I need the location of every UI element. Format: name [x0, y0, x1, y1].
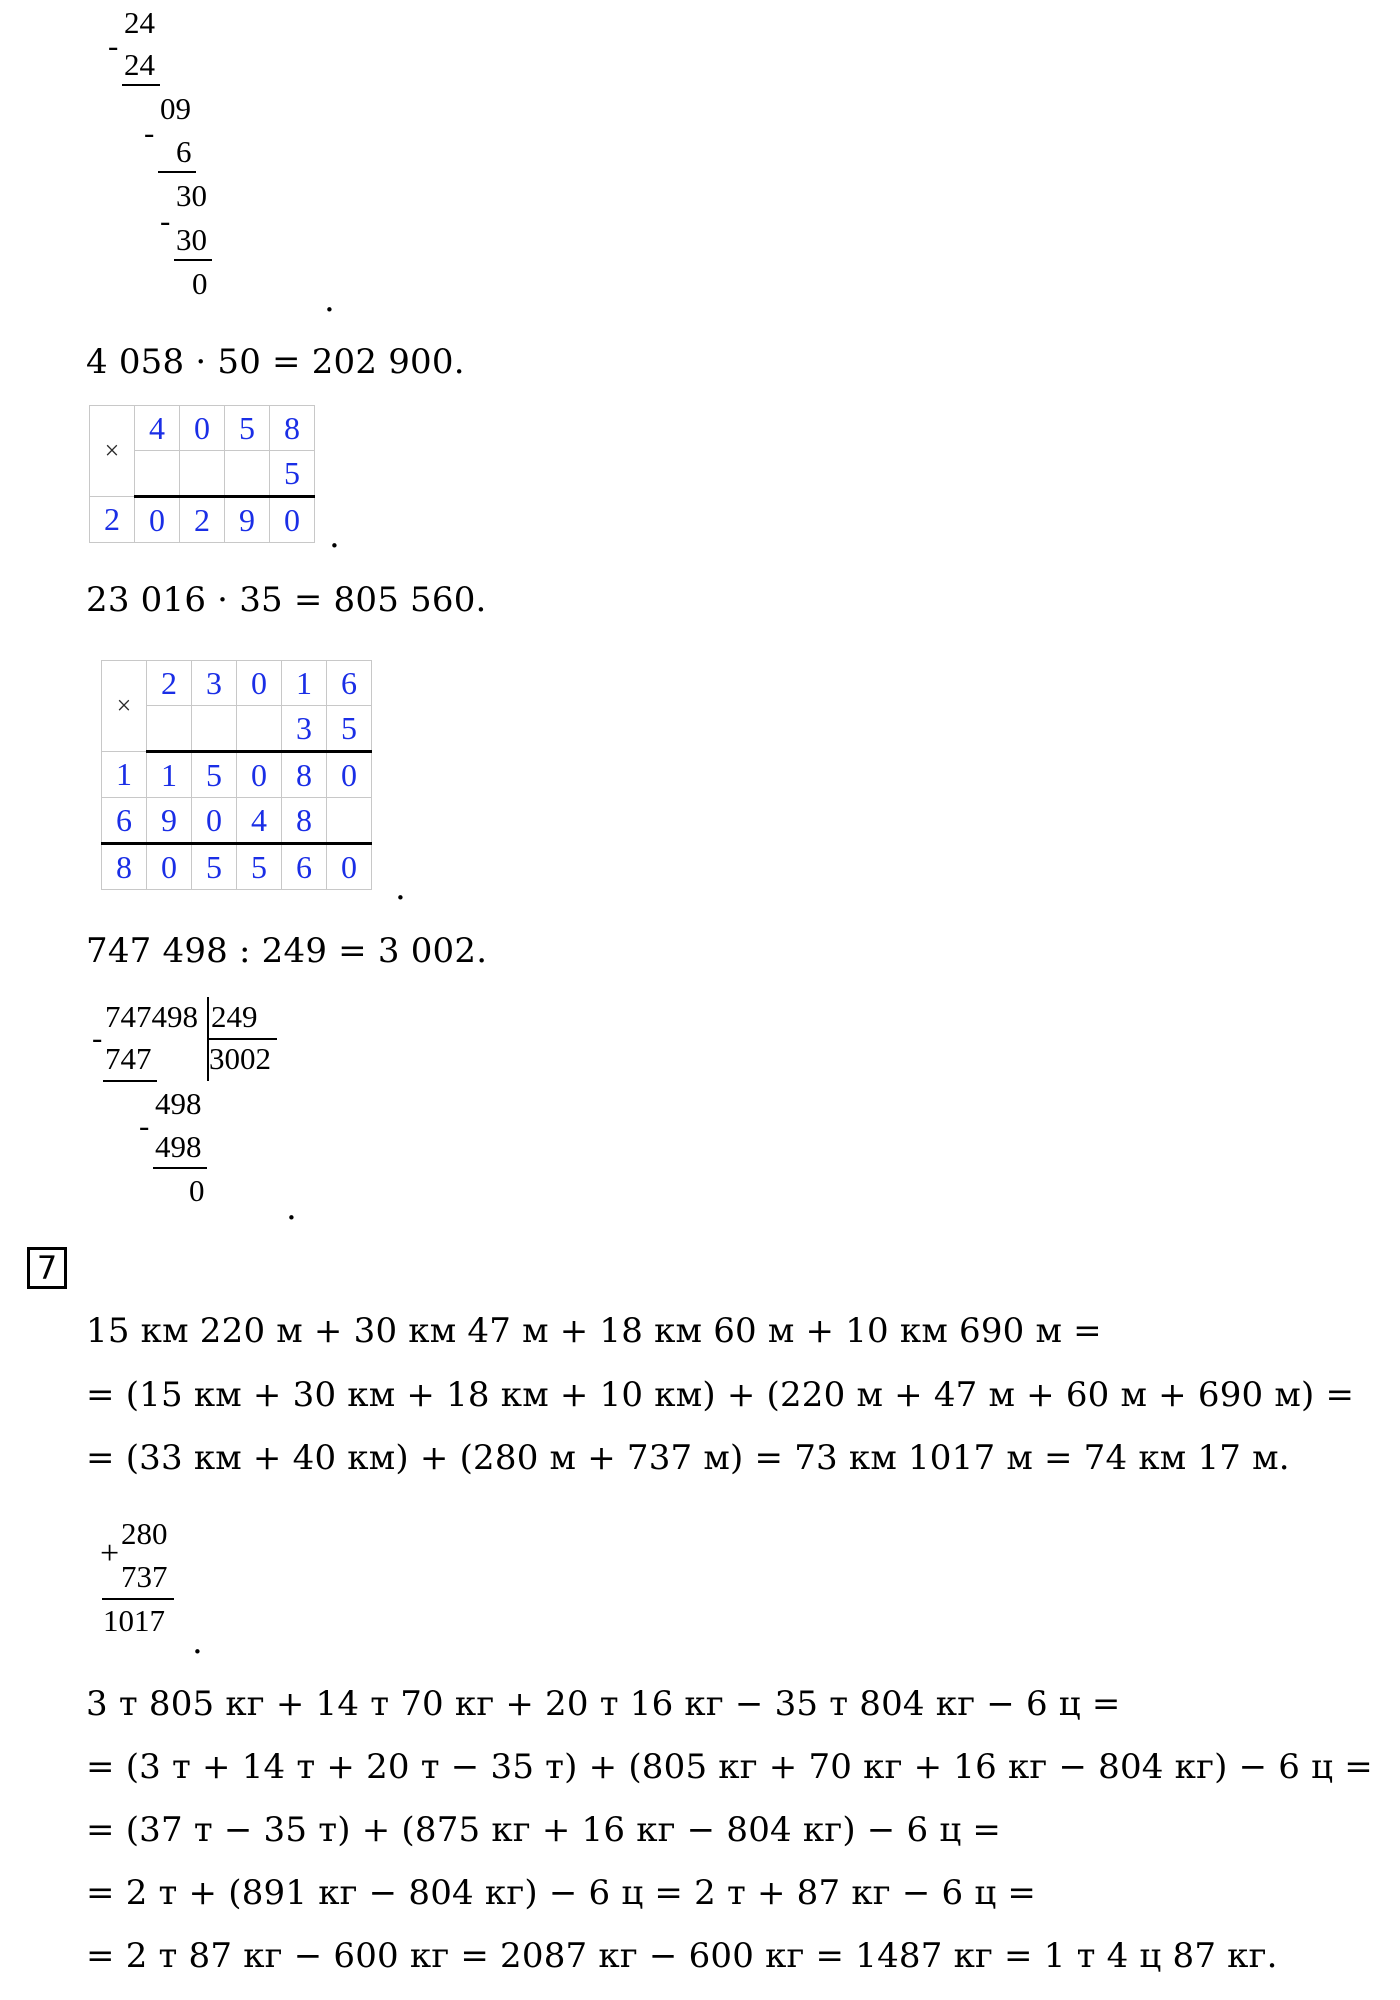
grid-cell: 5 — [225, 406, 270, 451]
task7-line-3: = (33 км + 40 км) + (280 м + 737 м) = 73 км 1017 м = 74 км 17 м. — [86, 1438, 1290, 1478]
grid-cell: 3 — [282, 706, 327, 752]
plus-sign: + — [100, 1535, 120, 1572]
task-number-box: 7 — [27, 1247, 67, 1289]
grid-cell: 1 — [102, 752, 147, 798]
grid-cell: 5 — [192, 844, 237, 890]
task7-line-1: 15 км 220 м + 30 км 47 м + 18 км 60 м + 10 км 690 м = — [86, 1311, 1102, 1351]
task7-line-4: 3 т 805 кг + 14 т 70 кг + 20 т 16 кг − 35 т 804 кг − 6 ц = — [86, 1684, 1121, 1724]
grid-cell: 9 — [225, 497, 270, 543]
division-digit: 24 — [124, 5, 155, 40]
task7-line-8: = 2 т 87 кг − 600 кг = 2087 кг − 600 кг = 1487 кг = 1 т 4 ц 87 кг. — [86, 1936, 1278, 1976]
grid-cell: 1 — [282, 661, 327, 706]
grid-cell: 0 — [147, 844, 192, 890]
grid-cell: 5 — [237, 844, 282, 890]
grid-cell: 0 — [327, 752, 372, 798]
column-addition — [0, 0, 300, 1660]
addend: 280 — [121, 1516, 168, 1551]
grid-cell: 6 — [282, 844, 327, 890]
task7-line-5: = (3 т + 14 т + 20 т − 35 т) + (805 кг + 70 кг + 16 кг − 804 кг) − 6 ц = — [86, 1747, 1373, 1787]
remainder: 498 — [155, 1086, 202, 1121]
division-digit: 6 — [176, 134, 192, 169]
end-dot: . — [324, 280, 335, 320]
grid-cell: 8 — [102, 844, 147, 890]
grid-cell: 5 — [192, 752, 237, 798]
end-dot: . — [329, 516, 340, 556]
division-digit: 09 — [160, 91, 191, 126]
divisor: 249 — [211, 999, 258, 1034]
multiply-sign: × — [90, 406, 135, 497]
grid-cell: 0 — [180, 406, 225, 451]
grid-cell: 8 — [270, 406, 315, 451]
subtrahend: 498 — [155, 1129, 202, 1164]
division-digit: 0 — [192, 266, 208, 301]
grid-cell: 8 — [282, 798, 327, 844]
division-digit: 30 — [176, 222, 207, 257]
grid-cell: 1 — [147, 752, 192, 798]
end-dot: . — [286, 1188, 297, 1228]
sum: 1017 — [103, 1603, 165, 1638]
grid-cell: 9 — [147, 798, 192, 844]
quotient: 3002 — [209, 1041, 271, 1076]
grid-cell: 0 — [327, 844, 372, 890]
underline — [102, 1598, 174, 1600]
grid-cell: 0 — [192, 798, 237, 844]
grid-cell: 2 — [180, 497, 225, 543]
grid-cell: 0 — [237, 752, 282, 798]
subtrahend: 747 — [105, 1041, 152, 1076]
remainder: 0 — [189, 1173, 205, 1208]
equation-23016x35: 23 016 · 35 = 805 560. — [86, 580, 487, 620]
minus-sign: - — [92, 1020, 103, 1055]
dividend: 747498 — [105, 999, 198, 1034]
grid-cell: 2 — [147, 661, 192, 706]
grid-cell: 4 — [135, 406, 180, 451]
minus-sign: - — [160, 203, 171, 238]
task7-line-2: = (15 км + 30 км + 18 км + 10 км) + (220 м + 47 м + 60 м + 690 м) = — [86, 1375, 1355, 1415]
grid-cell: 5 — [270, 451, 315, 497]
task7-line-6: = (37 т − 35 т) + (875 кг + 16 кг − 804 кг) − 6 ц = — [86, 1810, 1002, 1850]
grid-cell: 4 — [237, 798, 282, 844]
end-dot: . — [192, 1622, 203, 1662]
equation-747498-div-249: 747 498 : 249 = 3 002. — [86, 931, 488, 971]
grid-cell: 0 — [270, 497, 315, 543]
grid-cell: 2 — [90, 497, 135, 543]
grid-cell: 0 — [237, 661, 282, 706]
grid-cell: 6 — [327, 661, 372, 706]
multiply-sign: × — [102, 661, 147, 752]
grid-cell: 8 — [282, 752, 327, 798]
addend: 737 — [121, 1559, 168, 1594]
grid-cell: 0 — [135, 497, 180, 543]
division-digit: 30 — [176, 178, 207, 213]
task7-line-7: = 2 т + (891 кг − 804 кг) − 6 ц = 2 т + 87 кг − 6 ц = — [86, 1873, 1037, 1913]
grid-cell: 6 — [102, 798, 147, 844]
equation-4058x50: 4 058 · 50 = 202 900. — [86, 342, 465, 382]
grid-cell: 3 — [192, 661, 237, 706]
minus-sign: - — [108, 28, 119, 63]
division-digit: 24 — [124, 47, 155, 82]
end-dot: . — [395, 868, 406, 908]
grid-cell: 5 — [327, 706, 372, 752]
minus-sign: - — [144, 115, 155, 150]
minus-sign: - — [139, 1108, 150, 1143]
